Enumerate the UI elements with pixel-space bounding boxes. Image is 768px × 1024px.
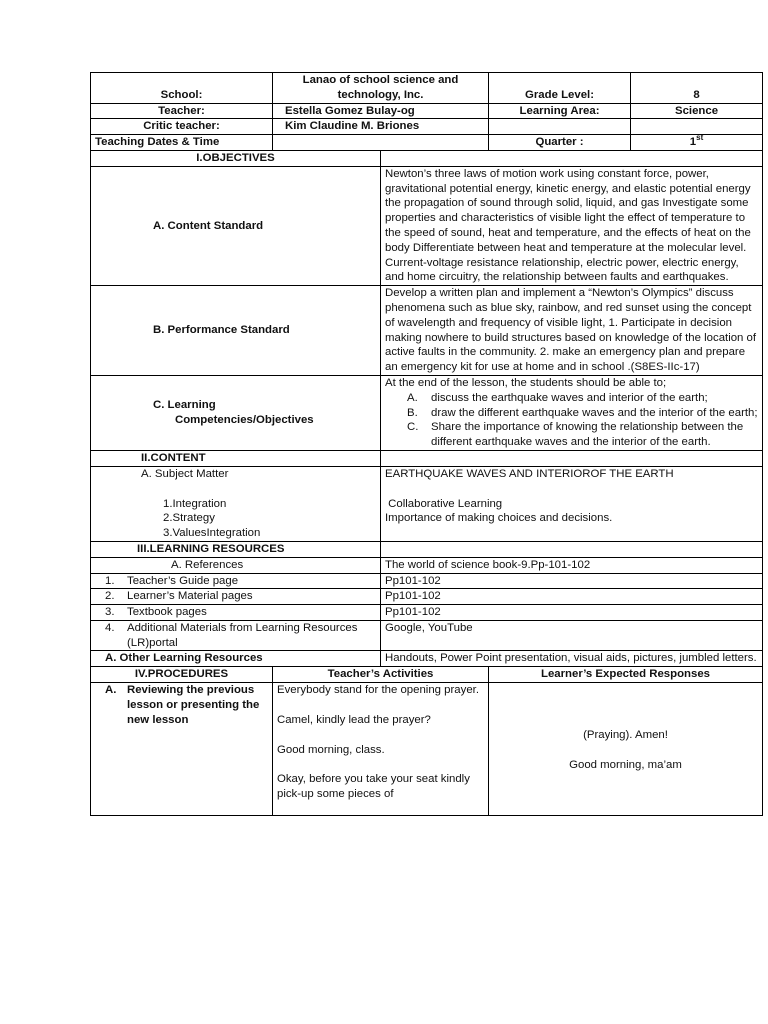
quarter-suffix: st [696, 133, 704, 143]
content-heading-row [91, 450, 763, 466]
procedure-step-row [91, 683, 763, 816]
competencies-row [91, 375, 763, 450]
learner-line: Good morning, ma’am [569, 758, 682, 771]
critic-value: Kim Claudine M. Briones [273, 119, 489, 135]
area-value: Science [631, 103, 763, 119]
competencies-intro: At the end of the lesson, the students should be able to; [385, 376, 667, 389]
learner-responses-header: Learner’s Expected Responses [489, 667, 763, 683]
resource-num: 2. [105, 590, 115, 603]
values-value: Importance of making choices and decisions. [385, 512, 613, 525]
subject-matter-cell [91, 466, 381, 541]
area-label: Learning Area: [489, 103, 631, 119]
references-row [91, 557, 763, 573]
learner-responses-cell [489, 683, 763, 816]
resources-heading: III.LEARNING RESOURCES [91, 541, 381, 557]
performance-standard-row [91, 286, 763, 376]
resource-num: 3. [105, 606, 115, 619]
dates-row [91, 135, 763, 151]
list-item: B. draw the different earthquake waves and the interior of the earth; [407, 406, 758, 419]
other-resources-label: A. Other Learning Resources [91, 651, 381, 667]
procedure-step-label: Reviewing the previous lesson or presenting the new lesson [127, 684, 260, 726]
teacher-line: Okay, before you take your seat kindly pick-up some pieces of [277, 773, 470, 801]
subject-matter-label: A. Subject Matter [141, 467, 229, 480]
objectives-heading-empty [381, 150, 763, 166]
resource-label: Learner’s Material pages [127, 590, 253, 603]
content-standard-text: Newton’s three laws of motion work using constant force, power, gravitational potential energy, kinetic energy, and elastic potential energy the propagation of sound through solid, liquid, and gas Investigate some properties and characteristics of visible light the effect of temperature to the speed of sound, heat and temperature, and the effects of heat on the body Differentiate between heat and temperature at the molecular level. Current-voltage resistance relationship, electric power, electric energy, and home circuitry, the relationship between faults and earthquakes. [381, 166, 763, 285]
school-value: Lanao of school science and technology, Inc. [273, 73, 489, 104]
dates-label: Teaching Dates & Time [91, 135, 273, 151]
critic-empty-cell-2 [631, 119, 763, 135]
content-standard-row [91, 166, 763, 285]
references-value: The world of science book-9.Pp-101-102 [381, 557, 763, 573]
resource-value: Pp101-102 [381, 605, 763, 621]
resource-value: Pp101-102 [381, 589, 763, 605]
other-resources-value: Handouts, Power Point presentation, visual aids, pictures, jumbled letters. [381, 651, 763, 667]
strategy-value: Collaborative Learning [385, 497, 503, 510]
integration-label: 1.Integration [163, 497, 227, 510]
critic-label: Critic teacher: [91, 119, 273, 135]
teacher-value: Estella Gomez Bulay-og [273, 103, 489, 119]
resource-num: 1. [105, 574, 115, 587]
objectives-heading-row [91, 150, 763, 166]
quarter-number: 1 [689, 136, 697, 149]
subject-matter-value: EARTHQUAKE WAVES AND INTERIOROF THE EARTH [385, 467, 674, 480]
resources-heading-row [91, 541, 763, 557]
table-row [91, 605, 763, 621]
table-row [91, 620, 763, 651]
grade-value: 8 [631, 73, 763, 104]
procedure-step-cell [91, 683, 273, 816]
resources-heading-empty [381, 541, 763, 557]
teacher-row [91, 103, 763, 119]
performance-standard-label: B. Performance Standard [91, 286, 381, 376]
school-label: School: [91, 73, 273, 104]
procedure-step-letter: A. [105, 684, 117, 697]
resource-label: Additional Materials from Learning Resources (LR)portal [127, 621, 358, 649]
competencies-label-line-1: C. Learning [153, 399, 216, 412]
content-heading-empty [381, 450, 763, 466]
table-row [91, 589, 763, 605]
teacher-label: Teacher: [91, 103, 273, 119]
school-row [91, 73, 763, 104]
content-standard-label: A. Content Standard [91, 166, 381, 285]
competencies-text [381, 375, 763, 450]
learner-line: (Praying). Amen! [583, 729, 668, 742]
grade-label: Grade Level: [489, 73, 631, 104]
list-item: A. discuss the earthquake waves and interior of the earth; [407, 391, 708, 404]
performance-standard-text: Develop a written plan and implement a “Newton’s Olympics” discuss phenomena such as blue sky, rainbow, and red sunset using the concept of wavelength and frequency of visible light, 1. Participate in decision making nowhere to build structures based on knowledge of the location of active faults in the community. 2. make an emergency plan and prepare an emergency kit for use at home and in school .(S8ES-IIc-17) [381, 286, 763, 376]
competencies-label-line-2: Competencies/Objectives [175, 413, 314, 426]
teacher-activities-header: Teacher’s Activities [273, 667, 489, 683]
subject-matter-row [91, 466, 763, 541]
content-heading: II.CONTENT [91, 450, 381, 466]
list-item: C. Share the importance of knowing the relationship between the different earthquake waves and the interior of the earth. [407, 421, 744, 449]
lesson-plan-table [90, 72, 763, 816]
procedures-heading: IV.PROCEDURES [91, 667, 273, 683]
critic-row [91, 119, 763, 135]
strategy-label: 2.Strategy [163, 512, 215, 525]
teacher-line: Everybody stand for the opening prayer. [277, 684, 479, 697]
quarter-label: Quarter : [489, 135, 631, 151]
objectives-heading: I.OBJECTIVES [91, 150, 381, 166]
teacher-line: Good morning, class. [277, 743, 385, 756]
lesson-plan-sheet [90, 72, 762, 816]
competencies-label [91, 375, 381, 450]
resource-num: 4. [105, 621, 115, 634]
references-label: A. References [91, 557, 381, 573]
resource-value: Google, YouTube [381, 620, 763, 651]
table-row [91, 573, 763, 589]
dates-value [273, 135, 489, 151]
teacher-activities-cell [273, 683, 489, 816]
competencies-list [385, 391, 758, 450]
values-label: 3.ValuesIntegration [163, 527, 261, 540]
resource-label: Textbook pages [127, 606, 207, 619]
subject-matter-values [381, 466, 763, 541]
resource-label: Teacher’s Guide page [127, 574, 239, 587]
other-resources-row [91, 651, 763, 667]
teacher-line: Camel, kindly lead the prayer? [277, 713, 431, 726]
quarter-value [631, 135, 763, 151]
critic-empty-cell [489, 119, 631, 135]
procedures-heading-row [91, 667, 763, 683]
resource-value: Pp101-102 [381, 573, 763, 589]
